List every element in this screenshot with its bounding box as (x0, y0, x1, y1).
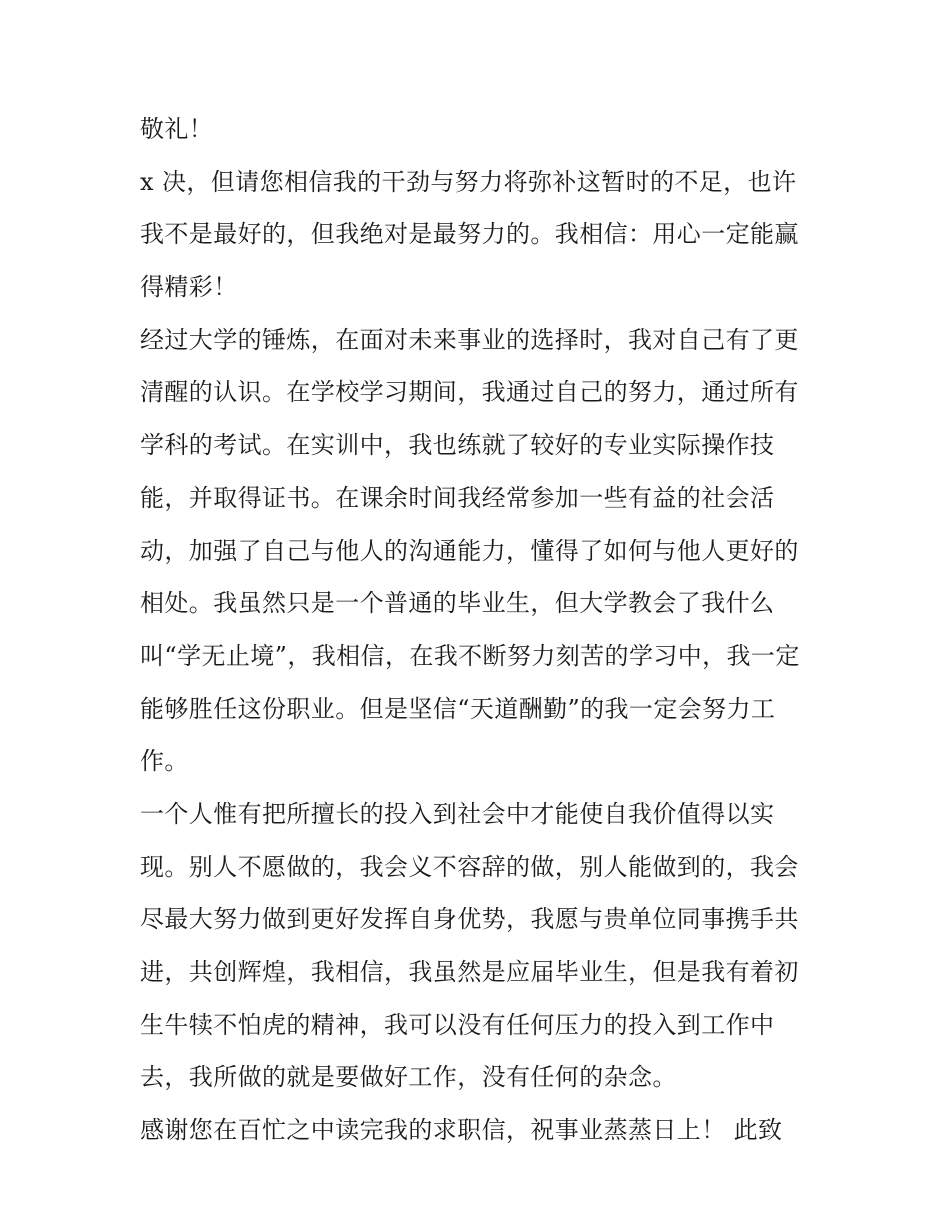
text-line: 去，我所做的就是要做好工作，没有任何的杂念。 (140, 1063, 677, 1092)
text-line: 能够胜任这份职业。但是坚信“天道酬勤”的我一定会努力工 (140, 694, 776, 723)
text-line: 叫“学无止境”，我相信，在我不断努力刻苦的学习中，我一定 (140, 641, 800, 670)
text-line: 得精彩！ (140, 273, 238, 302)
text-line: 清醒的认识。在学校学习期间，我通过自己的努力，通过所有 (140, 378, 799, 407)
text-line: 一个人惟有把所擅长的投入到社会中才能使自我价值得以实 (140, 799, 775, 828)
text-line: 敬礼！ (140, 115, 214, 143)
text-line: 动，加强了自己与他人的沟通能力，懂得了如何与他人更好的 (140, 536, 799, 565)
text-line: 生牛犊不怕虎的精神，我可以没有任何压力的投入到工作中 (140, 1010, 775, 1039)
text-line: 学科的考试。在实训中，我也练就了较好的专业实际操作技 (140, 431, 775, 460)
text-line: 相处。我虽然只是一个普通的毕业生，但大学教会了我什么 (140, 589, 775, 618)
text-line: 现。别人不愿做的，我会义不容辞的做，别人能做到的，我会 (140, 852, 799, 881)
text-line: 作。 (140, 747, 189, 776)
text-line: 进，共创辉煌，我相信，我虽然是应届毕业生，但是我有着初 (140, 958, 799, 986)
text-line: 尽最大努力做到更好发挥自身优势，我愿与贵单位同事携手共 (140, 905, 799, 934)
text-line: 经过大学的锤炼，在面对未来事业的选择时，我对自己有了更 (140, 325, 799, 354)
text-line: 感谢您在百忙之中读完我的求职信，祝事业蒸蒸日上！ 此致 (140, 1116, 783, 1145)
document-body (140, 103, 820, 1157)
text-line: x 决，但请您相信我的干劲与努力将弥补这暂时的不足，也许 (140, 167, 797, 196)
text-line: 我不是最好的，但我绝对是最努力的。我相信：用心一定能赢 (140, 220, 799, 249)
text-line: 能，并取得证书。在课余时间我经常参加一些有益的社会活 (140, 483, 775, 512)
